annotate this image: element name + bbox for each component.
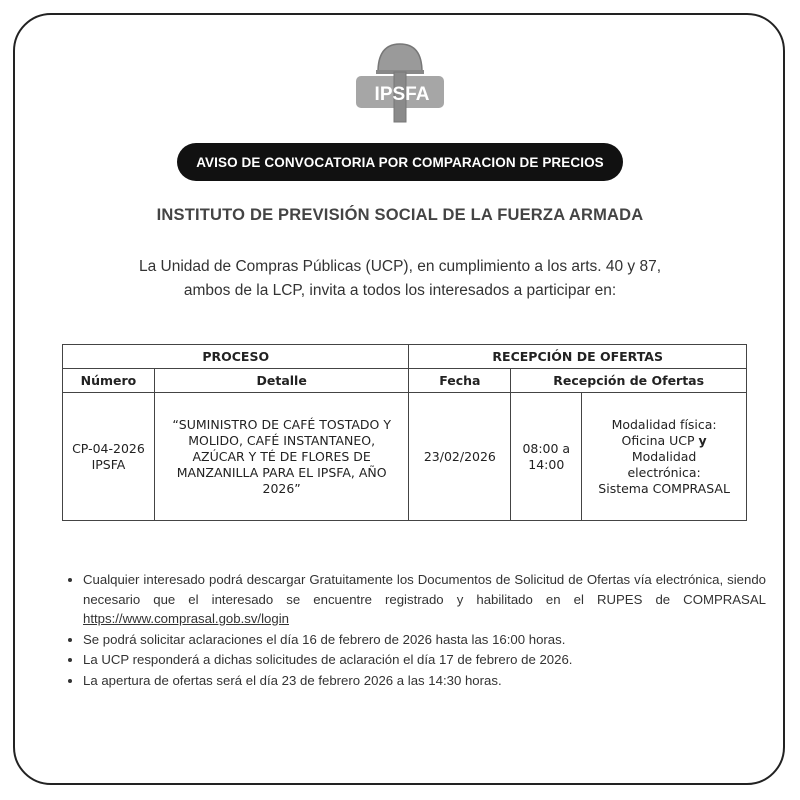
hora-line: 14:00 — [528, 456, 565, 472]
modalidad-connector: y — [698, 432, 707, 448]
header-numero: Número — [63, 369, 155, 393]
intro-line-1: La Unidad de Compras Públicas (UCP), en cumplimiento a los arts. 40 y 87, — [138, 258, 662, 275]
modalidad-line — [586, 433, 742, 449]
helmet-key-icon — [356, 42, 444, 124]
cell-numero — [63, 393, 155, 521]
modalidad-line: Sistema COMPRASAL — [598, 480, 730, 496]
list-item — [83, 570, 766, 629]
notice-banner: AVISO DE CONVOCATORIA POR COMPARACION DE PRECIOS — [177, 143, 623, 181]
hora-line: 08:00 a — [522, 440, 571, 456]
header-recepcion-ofertas: RECEPCIÓN DE OFERTAS — [409, 345, 747, 369]
detalle-line: “SUMINISTRO DE CAFÉ TOSTADO Y — [172, 416, 391, 432]
institution-title: INSTITUTO DE PREVISIÓN SOCIAL DE LA FUERZA ARMADA — [156, 206, 644, 224]
comprasal-link[interactable]: https://www.comprasal.gob.sv/login — [83, 611, 289, 626]
table-header-row — [63, 369, 747, 393]
logo-text: IPSFA — [374, 84, 430, 105]
list-item: • Se podrá solicitar aclaraciones el día 16 de febrero de 2026 hasta las 16:00 horas. — [83, 630, 766, 650]
intro-line-2: ambos de la LCP, invita a todos los interesados a participar en: — [183, 282, 617, 299]
cell-detalle — [154, 393, 408, 521]
table-row — [63, 393, 747, 521]
list-item: • La UCP responderá a dichas solicitudes de aclaración el día 17 de febrero de 2026. — [83, 650, 766, 670]
header-detalle: Detalle — [154, 369, 408, 393]
numero-line: IPSFA — [91, 456, 126, 472]
detalle-line: MANZANILLA PARA EL IPSFA, AÑO — [176, 464, 387, 480]
header-recepcion: Recepción de Ofertas — [511, 369, 747, 393]
modalidad-line: electrónica: — [627, 464, 701, 480]
cell-modalidad — [582, 393, 747, 521]
detalle-line: AZÚCAR Y TÉ DE FLORES DE — [192, 448, 371, 464]
list-item-text: Cualquier interesado podrá descargar Gratuitamente los Documentos de Solicitud de Ofertas vía electrónica, siendo necesario que el interesado se encuentre registrado y habilitado en el RUPES de COMPRASAL — [83, 572, 766, 607]
cell-fecha: 23/02/2026 — [409, 393, 511, 521]
numero-line: CP-04-2026 — [72, 440, 145, 456]
info-list — [64, 570, 766, 691]
detalle-line: MOLIDO, CAFÉ INSTANTANEO, — [188, 432, 376, 448]
modalidad-line: Modalidad — [631, 448, 697, 464]
header-fecha: Fecha — [409, 369, 511, 393]
header-proceso: PROCESO — [63, 345, 409, 369]
intro-paragraph — [90, 255, 710, 303]
list-item: • La apertura de ofertas será el día 23 de febrero 2026 a las 14:30 horas. — [83, 671, 766, 691]
table-group-header-row — [63, 345, 747, 369]
modalidad-line: Modalidad física: — [611, 416, 717, 432]
cell-hora — [511, 393, 582, 521]
modalidad-oficina: Oficina UCP — [621, 432, 695, 448]
process-table — [62, 344, 747, 521]
detalle-line: 2026” — [262, 480, 301, 496]
